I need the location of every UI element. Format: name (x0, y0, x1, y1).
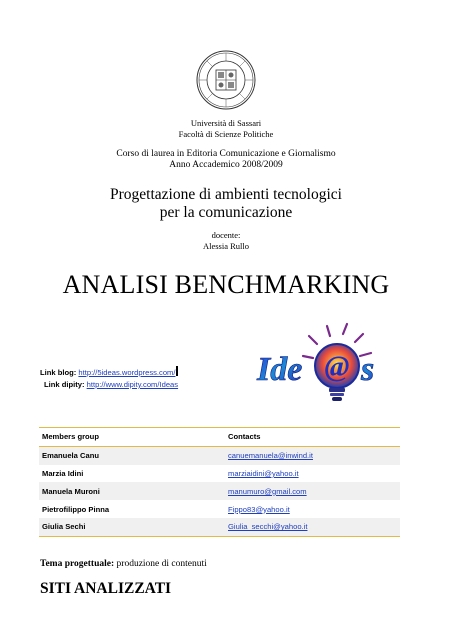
course-title-line-2: per la comunicazione (159, 204, 293, 221)
members-table (39, 427, 400, 537)
dipity-link[interactable]: http://www.dipity.com/Ideas (86, 380, 179, 389)
table-row (39, 446, 400, 464)
logo-at-glyph: @ (324, 350, 350, 383)
member-name: Giulia Sechi (39, 518, 225, 536)
member-name: Manuela Muroni (39, 482, 225, 500)
university-seal-icon (196, 50, 256, 110)
section-title: SITI ANALIZZATI (40, 580, 172, 597)
ideas-logo (255, 322, 395, 406)
member-name: Emanuela Canu (39, 446, 225, 464)
teacher-label: docente: (211, 230, 241, 240)
blog-link[interactable]: http://5ideas.wordpress.com/ (78, 368, 176, 377)
table-row (39, 518, 400, 536)
project-links (40, 366, 178, 391)
theme-value: produzione di contenuti (116, 559, 207, 569)
theme-label: Tema progettuale: (40, 559, 115, 569)
project-theme (40, 558, 207, 571)
text-cursor (176, 366, 178, 376)
academic-year: Anno Accademico 2008/2009 (169, 160, 283, 170)
table-row (39, 500, 400, 518)
members-column-header: Members group (39, 428, 225, 447)
table-row (39, 482, 400, 500)
university-name: Università di Sassari (190, 118, 262, 128)
member-email-link[interactable]: canuemanuela@inwind.it (228, 451, 313, 461)
degree-course: Corso di laurea in Editoria Comunicazione e Giornalismo (116, 149, 336, 159)
course-title-line-1: Progettazione di ambienti tecnologici (109, 186, 342, 203)
table-row (39, 465, 400, 483)
main-title: ANALISI BENCHMARKING (62, 270, 390, 299)
blog-link-label: Link blog: (40, 368, 77, 377)
blog-link-row (40, 366, 178, 379)
contacts-column-header: Contacts (225, 428, 400, 447)
dipity-link-row: Link dipity: http://www.dipity.com/Ideas (44, 380, 179, 389)
table-header-row (39, 428, 400, 447)
member-name: Pietrofilippo Pinna (42, 504, 110, 514)
member-email-link[interactable]: Giulia_secchi@yahoo.it (228, 522, 308, 532)
member-email-link[interactable]: Fippo83@yahoo.it (228, 504, 290, 514)
dipity-link-label: Link dipity (44, 380, 82, 389)
logo-ide-text: Ide (257, 351, 303, 388)
member-name: Marzia Idini (42, 468, 84, 478)
teacher-name: Alessia Rullo (202, 241, 250, 251)
member-email-link[interactable]: manumuro@gmail.com (228, 486, 307, 496)
member-email-link[interactable]: marziaidini@yahoo.it (228, 468, 299, 478)
faculty-name: Facoltà di Scienze Politiche (178, 129, 274, 139)
logo-s-text: s (361, 351, 375, 388)
